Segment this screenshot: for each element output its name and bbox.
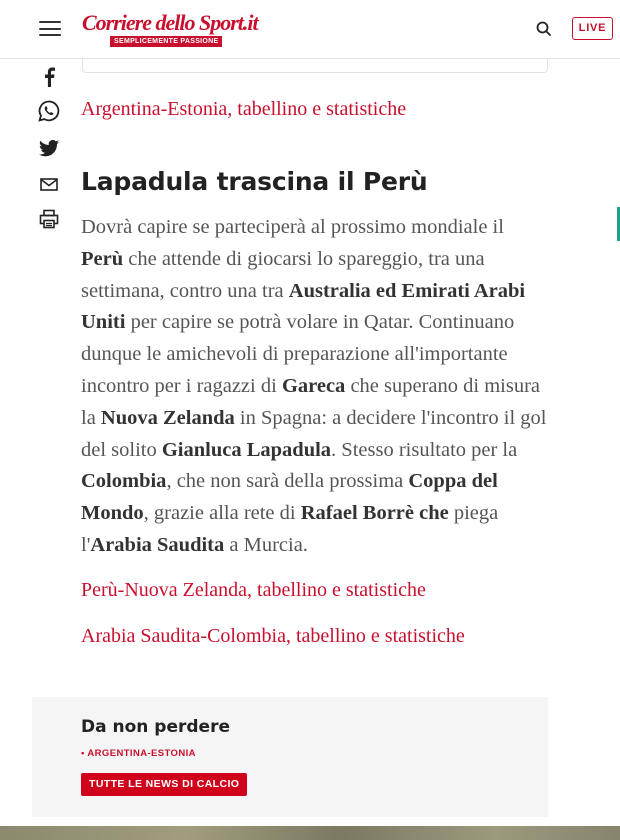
box-title: Da non perdere: [81, 717, 230, 737]
bold-text: Arabia Saudita: [90, 533, 225, 556]
print-icon[interactable]: [38, 208, 60, 230]
site-logo[interactable]: [82, 10, 258, 48]
all-news-button[interactable]: TUTTE LE NEWS DI CALCIO: [81, 773, 247, 796]
text-run: . Stesso risultato per la: [331, 438, 518, 461]
logo-text: Corriere dello Sport.it: [82, 10, 258, 35]
text-run: per capire se potrà volare in Qatar. Continuano dunque le amichevoli di preparazione all'importante incontro per i ragazzi di: [81, 311, 515, 397]
box-item-argentina-estonia[interactable]: • ARGENTINA-ESTONIA: [81, 748, 196, 759]
bold-text: Perù: [81, 247, 124, 270]
facebook-icon[interactable]: [38, 66, 60, 88]
related-link-argentina-estonia[interactable]: Argentina-Estonia, tabellino e statistiche: [81, 98, 407, 120]
text-run: , che non sarà della prossima: [166, 470, 409, 493]
related-link-peru-nuova-zelanda[interactable]: Perù-Nuova Zelanda, tabellino e statistiche: [81, 579, 426, 601]
text-run: , grazie alla rete di: [143, 502, 301, 525]
email-icon[interactable]: [38, 173, 60, 195]
bold-text: Coppa del Mondo: [81, 470, 498, 525]
text-run: Dovrà capire se parteciperà al prossimo mondiale il: [81, 216, 504, 238]
da-non-perdere-box: [32, 697, 548, 817]
text-run: che superano di misura la: [81, 374, 541, 429]
bold-text: Colombia: [81, 470, 167, 493]
site-header: [0, 0, 620, 59]
menu-icon[interactable]: [39, 21, 61, 36]
whatsapp-icon[interactable]: [38, 100, 60, 122]
bottom-photo: [0, 826, 620, 840]
search-icon[interactable]: [535, 20, 553, 38]
bold-text: Australia ed Emirati Arabi Uniti: [81, 279, 526, 334]
live-button[interactable]: LIVE: [572, 17, 613, 40]
logo-tagline: SEMPLICEMENTE PASSIONE: [110, 36, 222, 47]
twitter-icon[interactable]: [38, 137, 60, 159]
text-run: in Spagna: a decidere l'incontro il gol del solito: [81, 406, 547, 461]
text-run: che attende di giocarsi lo spareggio, tra una settimana, contro una tra: [81, 247, 485, 302]
section-heading: Lapadula trascina il Perù: [81, 167, 428, 196]
bold-text: Nuova Zelanda: [100, 406, 235, 429]
bold-text: Rafael Borrè che: [300, 502, 449, 525]
article-paragraph: [81, 212, 547, 562]
text-run: a Murcia.: [224, 533, 308, 556]
bold-text: Gianluca Lapadula: [161, 438, 332, 461]
text-run: piega l': [81, 502, 499, 556]
bold-text: Gareca: [281, 374, 346, 397]
related-link-arabia-saudita-colombia[interactable]: Arabia Saudita-Colombia, tabellino e statistiche: [81, 625, 465, 647]
